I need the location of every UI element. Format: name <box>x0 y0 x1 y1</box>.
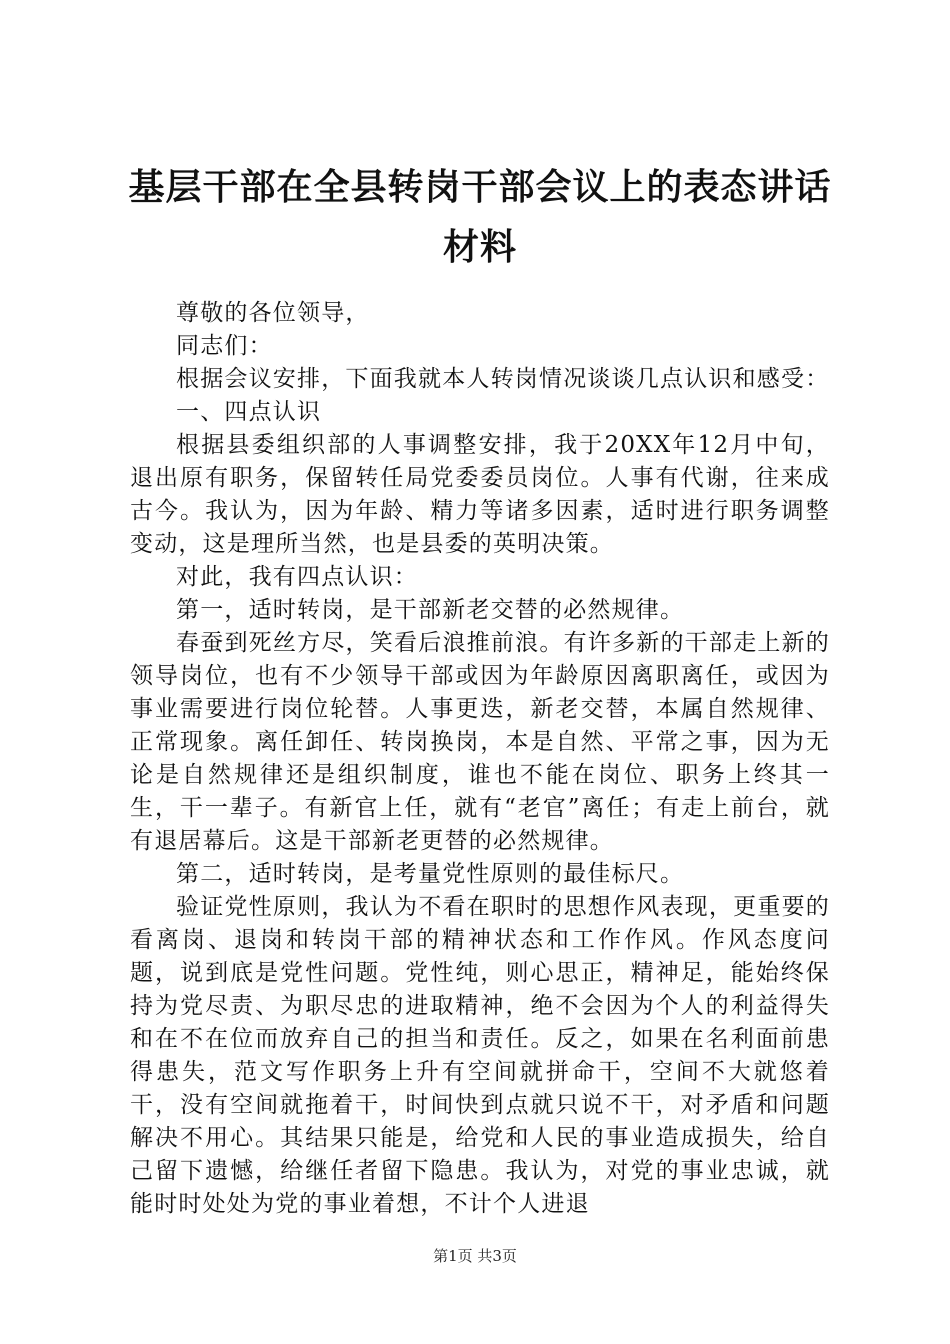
point-heading: 第二，适时转岗，是考量党性原则的最佳标尺。 <box>176 861 685 887</box>
document-body <box>130 297 830 1221</box>
page-number-footer: 第1页 共3页 <box>433 1247 517 1265</box>
document-title: 基层干部在全县转岗干部会议上的表态讲话材料 <box>128 167 832 268</box>
body-paragraph: 根据会议安排，下面我就本人转岗情况谈谈几点认识和感受： <box>176 366 830 392</box>
body-paragraph: 春蚕到死丝方尽，笑看后浪推前浪。有许多新的干部走上新的领导岗位，也有不少领导干部或因为年龄原因离职离任，或因为事业需要进行岗位轮替。人事更迭，新老交替，本属自然规律、正常现象。离任卸任、转岗换岗，本是自然、平常之事，因为无论是自然规律还是组织制度，谁也不能在岗位、职务上终其一生，干一辈子。有新官上任，就有“老官”离任；有走上前台，就有退居幕后。这是干部新老更替的必然规律。 <box>130 630 830 854</box>
body-paragraph: 根据县委组织部的人事调整安排，我于20XX年12月中旬，退出原有职务，保留转任局党委委员岗位。人事有代谢，往来成古今。我认为，因为年龄、精力等诸多因素，适时进行职务调整变动，这是理所当然，也是县委的英明决策。 <box>130 432 830 557</box>
body-paragraph: 对此，我有四点认识： <box>176 564 418 590</box>
salutation-line: 同志们： <box>176 333 273 359</box>
body-paragraph: 验证党性原则，我认为不看在职时的思想作风表现，更重要的看离岗、退岗和转岗干部的精神状态和工作作风。作风态度问题，说到底是党性问题。党性纯，则心思正，精神足，能始终保持为党尽责、为职尽忠的进取精神，绝不会因为个人的利益得失和在不在位而放弃自己的担当和责任。反之，如果在名利面前患得患失，范文写作职务上升有空间就拼命干，空间不大就悠着干，没有空间就拖着干，时间快到点就只说不干，对矛盾和问题解决不用心。其结果只能是，给党和人民的事业造成损失，给自己留下遗憾，给继任者留下隐患。我认为，对党的事业忠诚，就能时时处处为党的事业着想，不计个人进退 <box>130 894 830 1217</box>
section-heading: 一、四点认识 <box>176 399 322 425</box>
salutation-line: 尊敬的各位领导， <box>176 300 370 326</box>
point-heading: 第一，适时转岗，是干部新老交替的必然规律。 <box>176 597 685 623</box>
